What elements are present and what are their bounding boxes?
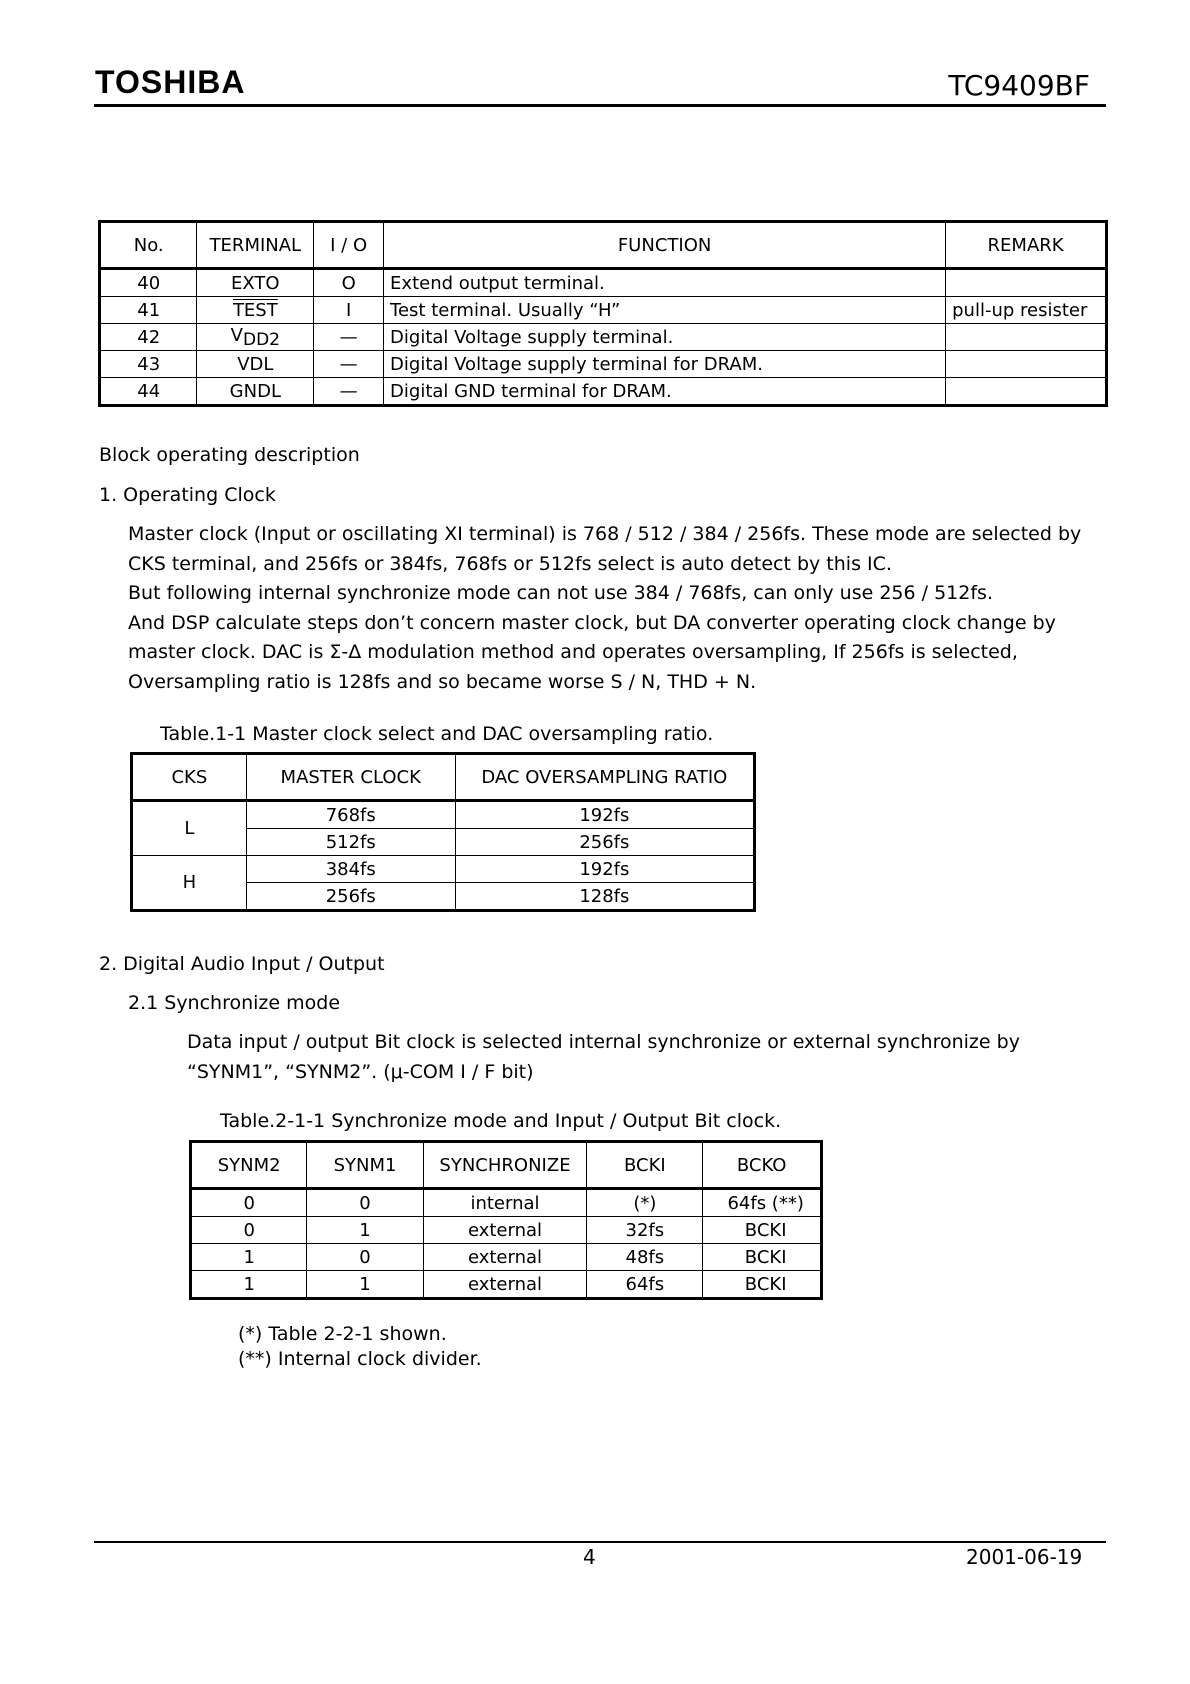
terminal-table: [98, 220, 1108, 407]
oversampling-value: 192fs: [455, 856, 754, 883]
terminal-name: EXTO: [197, 269, 314, 297]
body-line: But following internal synchronize mode can not use 384 / 768fs, can only use 256 / 512fs.: [128, 582, 993, 604]
section2-subheading: 2.1 Synchronize mode: [128, 992, 341, 1014]
table-notes: [238, 1322, 482, 1372]
bcki-value: 64fs: [587, 1271, 703, 1299]
body-line: Oversampling ratio is 128fs and so became worse S / N, THD + N.: [128, 670, 757, 693]
table-row: [100, 269, 1107, 297]
header-cell: TERMINAL: [197, 222, 314, 269]
io-type: I: [314, 297, 384, 324]
body-line: Master clock (Input or oscillating XI terminal) is 768 / 512 / 384 / 256fs. These mode are selected by: [128, 523, 1082, 545]
table-row: [191, 1244, 822, 1271]
synchronize-value: external: [423, 1271, 587, 1299]
terminal-name: GNDL: [197, 378, 314, 406]
header-cell: FUNCTION: [384, 222, 946, 269]
footer-rule: [94, 1541, 1106, 1543]
synm1-value: 1: [307, 1217, 423, 1244]
bcko-value: 64fs (**): [703, 1189, 822, 1217]
cks-value: H: [132, 856, 247, 911]
header-cell: I / O: [314, 222, 384, 269]
synm1-value: 0: [307, 1189, 423, 1217]
table-row: [100, 297, 1107, 324]
table-row: [191, 1189, 822, 1217]
synm2-value: 0: [191, 1217, 307, 1244]
io-type: —: [314, 378, 384, 406]
note-line: (**) Internal clock divider.: [238, 1348, 482, 1370]
pin-number: 43: [100, 351, 197, 378]
oversampling-value: 256fs: [455, 829, 754, 856]
remark-text: [946, 378, 1107, 406]
bcki-value: 48fs: [587, 1244, 703, 1271]
bcki-value: (*): [587, 1189, 703, 1217]
body-line: CKS terminal, and 256fs or 384fs, 768fs or 512fs select is auto detect by this IC.: [128, 552, 892, 575]
body-line: “SYNM1”, “SYNM2”. (μ-COM I / F bit): [187, 1060, 534, 1083]
document-date: 2001-06-19: [966, 1545, 1083, 1569]
section1-body: [128, 520, 1081, 697]
table-row: [100, 324, 1107, 351]
table-row: [132, 801, 755, 829]
remark-text: [946, 351, 1107, 378]
synchronize-value: internal: [423, 1189, 587, 1217]
table-row: [191, 1217, 822, 1244]
bcko-value: BCKI: [703, 1244, 822, 1271]
function-text: Digital Voltage supply terminal for DRAM.: [384, 351, 946, 378]
function-text: Digital Voltage supply terminal.: [384, 324, 946, 351]
block-heading: Block operating description: [99, 444, 360, 466]
table-row: [132, 856, 755, 883]
bcko-value: BCKI: [703, 1217, 822, 1244]
synchronize-value: external: [423, 1244, 587, 1271]
remark-text: [946, 324, 1107, 351]
header-cell: BCKO: [703, 1142, 822, 1189]
function-text: Digital GND terminal for DRAM.: [384, 378, 946, 406]
table2-caption: Table.2-1-1 Synchronize mode and Input / Output Bit clock.: [220, 1110, 782, 1132]
body-line: Data input / output Bit clock is selected internal synchronize or external synchronize by: [187, 1031, 1020, 1053]
master-clock-value: 512fs: [246, 829, 455, 856]
table-row: [100, 351, 1107, 378]
io-type: O: [314, 269, 384, 297]
body-line: And DSP calculate steps don’t concern master clock, but DA converter operating clock change by: [128, 611, 1056, 634]
header-rule: [94, 104, 1106, 107]
master-clock-value: 384fs: [246, 856, 455, 883]
function-text: Extend output terminal.: [384, 269, 946, 297]
remark-text: [946, 269, 1107, 297]
bcki-value: 32fs: [587, 1217, 703, 1244]
header-cell: BCKI: [587, 1142, 703, 1189]
io-type: —: [314, 351, 384, 378]
header-cell: SYNM1: [307, 1142, 423, 1189]
master-clock-value: 256fs: [246, 883, 455, 911]
table-row: [191, 1271, 822, 1299]
header-cell: MASTER CLOCK: [246, 754, 455, 801]
synm1-value: 1: [307, 1271, 423, 1299]
pin-number: 42: [100, 324, 197, 351]
synm2-value: 0: [191, 1189, 307, 1217]
table-row: [100, 378, 1107, 406]
header-cell: No.: [100, 222, 197, 269]
terminal-table-header: [100, 222, 1107, 269]
io-type: —: [314, 324, 384, 351]
oversampling-value: 192fs: [455, 801, 754, 829]
part-number: TC9409BF: [948, 69, 1090, 102]
remark-text: pull-up resister: [946, 297, 1107, 324]
synm2-value: 1: [191, 1244, 307, 1271]
synchronize-table-header: [191, 1142, 822, 1189]
terminal-name: TEST: [232, 299, 278, 321]
page-number: 4: [583, 1545, 596, 1569]
header-cell: CKS: [132, 754, 247, 801]
function-text: Test terminal. Usually “H”: [384, 297, 946, 324]
section1-heading: 1. Operating Clock: [99, 484, 276, 506]
section2-body: [187, 1028, 1020, 1087]
synchronize-mode-table: [189, 1140, 823, 1300]
master-clock-table-header: [132, 754, 755, 801]
table1-caption: Table.1-1 Master clock select and DAC oversampling ratio.: [160, 723, 714, 745]
terminal-name-main: V: [230, 324, 243, 346]
master-clock-value: 768fs: [246, 801, 455, 829]
header-cell: DAC OVERSAMPLING RATIO: [455, 754, 754, 801]
terminal-name: VDL: [197, 351, 314, 378]
synm1-value: 0: [307, 1244, 423, 1271]
header-cell: SYNCHRONIZE: [423, 1142, 587, 1189]
note-line: (*) Table 2-2-1 shown.: [238, 1323, 447, 1345]
bcko-value: BCKI: [703, 1271, 822, 1299]
header-cell: SYNM2: [191, 1142, 307, 1189]
pin-number: 40: [100, 269, 197, 297]
terminal-name-subscript: DD2: [243, 329, 280, 350]
terminal-name: [197, 324, 314, 351]
oversampling-value: 128fs: [455, 883, 754, 911]
section2-heading: 2. Digital Audio Input / Output: [99, 953, 385, 975]
toshiba-logo: TOSHIBA: [95, 64, 246, 100]
header-cell: REMARK: [946, 222, 1107, 269]
synchronize-value: external: [423, 1217, 587, 1244]
body-line: master clock. DAC is Σ-Δ modulation method and operates oversampling, If 256fs is selected,: [128, 641, 1018, 663]
synm2-value: 1: [191, 1271, 307, 1299]
pin-number: 41: [100, 297, 197, 324]
pin-number: 44: [100, 378, 197, 406]
master-clock-table: [130, 752, 756, 912]
cks-value: L: [132, 801, 247, 856]
